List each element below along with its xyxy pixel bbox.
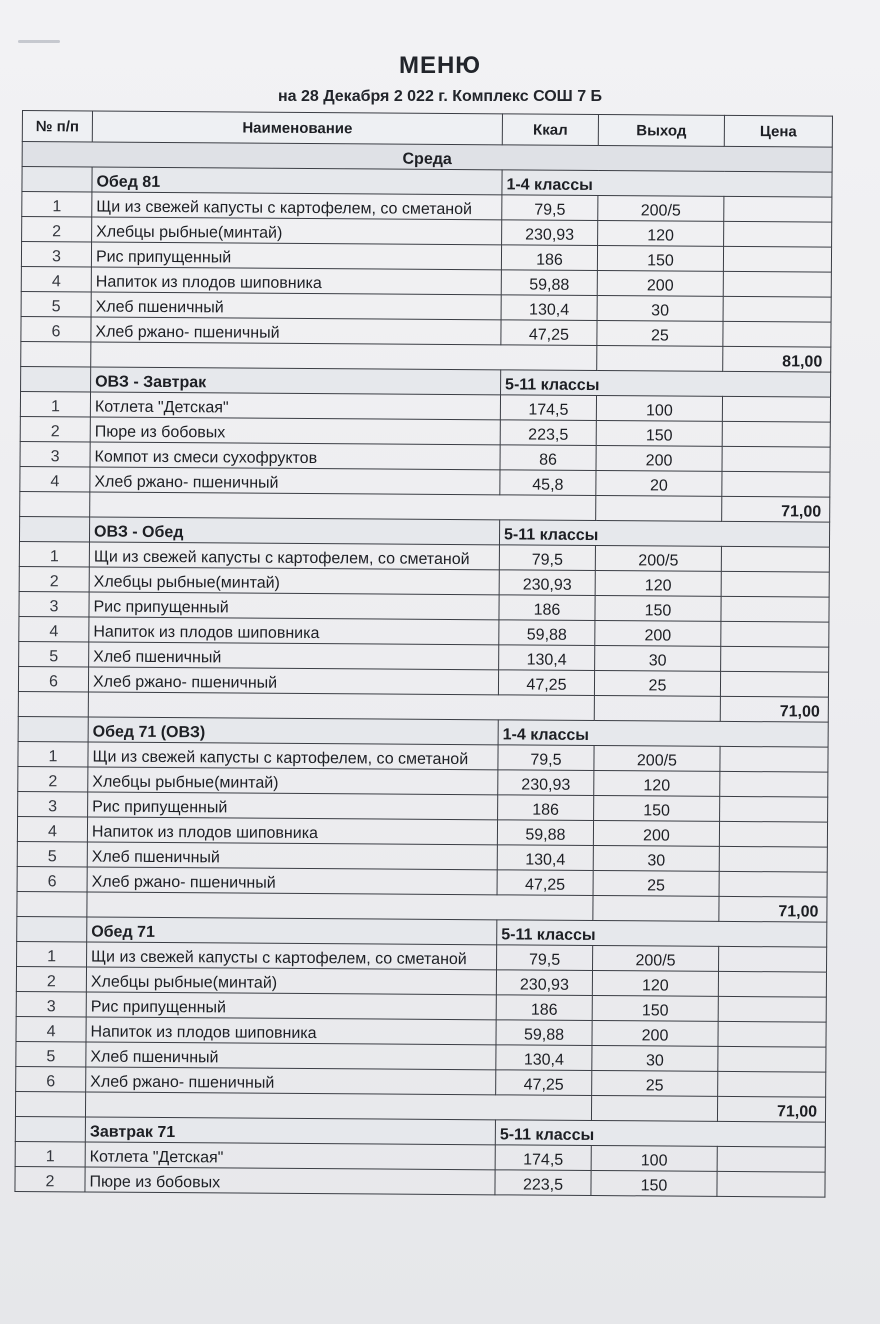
item-price: [724, 196, 832, 222]
menu-sheet: [14, 110, 833, 1198]
item-price: [722, 446, 830, 472]
item-name-text: Хлеб пшеничный: [90, 1048, 219, 1067]
section-group: 5-11 классы: [495, 1120, 825, 1147]
item-output: 200: [597, 271, 723, 297]
item-name: [91, 267, 501, 295]
item-kcal: 59,88: [499, 620, 595, 646]
item-kcal: 47,25: [498, 670, 594, 696]
item-num: 1: [18, 741, 88, 766]
item-name: [90, 442, 500, 470]
item-price: [717, 1146, 825, 1172]
item-price: [719, 821, 827, 847]
item-output: 150: [597, 246, 723, 272]
item-output: 150: [591, 1170, 717, 1196]
item-name: [91, 292, 501, 320]
item-name-text: Рис припущенный: [95, 248, 232, 267]
item-name: [87, 867, 497, 895]
item-name-text: Напиток из плодов шиповника: [90, 1023, 317, 1043]
total-num-cell: [20, 491, 90, 516]
item-output: 150: [592, 996, 718, 1022]
item-price: [721, 621, 829, 647]
item-num: 1: [15, 1141, 85, 1166]
item-name-text: Котлета "Детская": [89, 1148, 224, 1167]
item-price: [719, 846, 827, 872]
item-num: 2: [15, 1166, 85, 1191]
total-blank-cell: [85, 1092, 591, 1121]
item-num: 4: [21, 266, 91, 291]
item-price: [721, 571, 829, 597]
page-title: МЕНЮ: [398, 52, 482, 79]
item-price: [718, 996, 826, 1022]
item-name-text: Хлеб пшеничный: [91, 848, 220, 867]
item-name: [90, 467, 500, 495]
item-price: [721, 546, 829, 572]
item-kcal: 86: [500, 445, 596, 471]
item-output: 200/5: [595, 546, 721, 572]
section-total-price: 71,00: [720, 696, 828, 722]
total-num-cell: [18, 691, 88, 716]
item-price: [722, 396, 830, 422]
item-name-text: Хлеб ржано- пшеничный: [90, 1073, 275, 1092]
item-name-text: Хлеб ржано- пшеничный: [91, 873, 276, 892]
item-price: [718, 971, 826, 997]
item-kcal: 47,25: [497, 870, 593, 896]
section-group: 5-11 классы: [499, 520, 829, 547]
page-subtitle: на 28 Декабря 2 022 г. Комплекс СОШ 7 Б: [277, 88, 603, 105]
item-name: [88, 667, 498, 695]
item-output: 200: [596, 446, 722, 472]
item-name-text: Рис припущенный: [92, 798, 228, 817]
item-output: 20: [596, 471, 722, 497]
item-name: [88, 792, 498, 820]
item-price: [720, 671, 828, 697]
header-output: Выход: [598, 115, 724, 147]
item-kcal: 174,5: [495, 1145, 591, 1171]
item-price: [720, 796, 828, 822]
item-kcal: 230,93: [502, 220, 598, 246]
item-num: 1: [22, 192, 92, 217]
section-group: 1-4 классы: [502, 170, 832, 197]
item-price: [718, 1071, 826, 1097]
item-name-text: Напиток из плодов шиповника: [93, 623, 320, 643]
item-kcal: 230,93: [498, 770, 594, 796]
item-price: [718, 1046, 826, 1072]
item-kcal: 186: [499, 595, 595, 621]
item-name: [91, 317, 501, 345]
item-num: 6: [18, 666, 88, 691]
section-total-price: 71,00: [717, 1096, 825, 1122]
item-num: 6: [17, 866, 87, 891]
item-output: 25: [592, 1071, 718, 1097]
item-price: [723, 296, 831, 322]
item-output: 30: [597, 296, 723, 322]
section-name: Обед 81: [92, 167, 502, 195]
item-output: 25: [597, 321, 723, 347]
item-output: 200/5: [598, 196, 724, 222]
item-name-text: Рис припущенный: [90, 998, 227, 1017]
item-price: [723, 246, 831, 272]
item-num: 5: [19, 641, 89, 666]
item-name-text: Щи из свежей капусты с картофелем, со сметаной: [93, 548, 470, 569]
item-output: 100: [596, 396, 722, 422]
item-kcal: 79,5: [502, 195, 598, 221]
item-kcal: 79,5: [499, 545, 595, 571]
section-name: Обед 71 (ОВЗ): [88, 717, 498, 745]
item-name-text: Хлебцы рыбные(минтай): [92, 773, 279, 792]
item-name: [92, 192, 502, 220]
corner-mark: [18, 40, 60, 43]
item-price: [721, 596, 829, 622]
item-num: 1: [17, 941, 87, 966]
item-name-text: Напиток из плодов шиповника: [91, 823, 319, 843]
item-kcal: 186: [496, 995, 592, 1021]
item-output: 150: [595, 596, 721, 622]
item-name-text: Щи из свежей капусты с картофелем, со сметаной: [91, 948, 467, 969]
item-output: 150: [596, 421, 722, 447]
total-output-cell: [594, 696, 720, 722]
item-output: 120: [598, 221, 724, 247]
total-output-cell: [597, 346, 723, 372]
item-name: [90, 392, 500, 420]
item-output: 200: [595, 621, 721, 647]
section-group: 5-11 классы: [501, 370, 831, 397]
section-name: Завтрак 71: [85, 1117, 495, 1145]
item-kcal: 47,25: [501, 320, 597, 346]
item-num: 1: [20, 391, 90, 416]
item-name: [92, 217, 502, 245]
item-num: 6: [21, 316, 91, 341]
total-blank-cell: [87, 892, 593, 921]
item-num: 3: [20, 441, 90, 466]
item-kcal: 174,5: [500, 395, 596, 421]
item-num: 5: [17, 841, 87, 866]
item-name: [89, 592, 499, 620]
total-num-cell: [15, 1091, 85, 1116]
item-name: [86, 992, 496, 1020]
item-price: [719, 946, 827, 972]
item-kcal: 79,5: [498, 745, 594, 771]
item-name: [89, 542, 499, 570]
section-name: Обед 71: [87, 917, 497, 945]
section-num-cell: [18, 716, 88, 741]
total-num-cell: [21, 341, 91, 366]
item-kcal: 130,4: [496, 1045, 592, 1071]
item-name: [86, 1067, 496, 1095]
total-output-cell: [593, 896, 719, 922]
item-name-text: Щи из свежей капусты с картофелем, со сметаной: [96, 198, 473, 219]
section-num-cell: [21, 366, 91, 391]
item-num: 2: [18, 766, 88, 791]
item-output: 120: [592, 971, 718, 997]
item-kcal: 230,93: [499, 570, 595, 596]
item-kcal: 186: [498, 795, 594, 821]
item-name-text: Пюре из бобовых: [94, 423, 226, 442]
item-kcal: 223,5: [495, 1170, 591, 1196]
total-blank-cell: [90, 492, 596, 521]
item-kcal: 223,5: [500, 420, 596, 446]
item-name: [89, 617, 499, 645]
item-kcal: 59,88: [496, 1020, 592, 1046]
item-price: [722, 471, 830, 497]
item-output: 120: [595, 571, 721, 597]
item-price: [717, 1171, 825, 1197]
total-blank-cell: [91, 342, 597, 371]
item-name: [91, 242, 501, 270]
item-name: [87, 817, 497, 845]
item-name: [86, 1017, 496, 1045]
item-name: [88, 767, 498, 795]
item-output: 30: [595, 646, 721, 672]
item-kcal: 47,25: [496, 1070, 592, 1096]
total-output-cell: [591, 1096, 717, 1122]
item-kcal: 79,5: [497, 945, 593, 971]
item-price: [719, 871, 827, 897]
item-price: [723, 271, 831, 297]
item-price: [720, 746, 828, 772]
item-price: [722, 421, 830, 447]
item-kcal: 45,8: [500, 470, 596, 496]
header-price: Цена: [724, 115, 832, 147]
item-name: [86, 967, 496, 995]
item-name-text: Хлебцы рыбные(минтай): [93, 573, 280, 592]
item-name-text: Хлебцы рыбные(минтай): [96, 223, 283, 242]
item-name-text: Хлеб ржано- пшеничный: [94, 473, 279, 492]
item-name: [90, 417, 500, 445]
item-output: 30: [592, 1046, 718, 1072]
item-output: 200: [593, 821, 719, 847]
header-name: Наименование: [92, 111, 502, 145]
item-name-text: Напиток из плодов шиповника: [95, 273, 322, 293]
item-name-text: Хлеб ржано- пшеничный: [92, 673, 278, 692]
item-num: 2: [22, 217, 92, 242]
item-kcal: 59,88: [501, 270, 597, 296]
menu-table: [14, 110, 833, 1198]
item-num: 2: [19, 566, 89, 591]
item-num: 4: [20, 466, 90, 491]
item-num: 3: [21, 242, 91, 267]
section-num-cell: [15, 1116, 85, 1141]
item-kcal: 130,4: [499, 645, 595, 671]
item-name: [89, 567, 499, 595]
item-name-text: Компот из смеси сухофруктов: [94, 448, 318, 468]
item-name-text: Рис припущенный: [93, 598, 229, 617]
item-num: 2: [20, 416, 90, 441]
item-name-text: Хлеб пшеничный: [93, 648, 222, 667]
item-num: 5: [21, 291, 91, 316]
item-output: 25: [593, 871, 719, 897]
item-name: [86, 1042, 496, 1070]
item-name: [87, 942, 497, 970]
section-total-price: 81,00: [723, 346, 831, 372]
item-kcal: 186: [501, 245, 597, 271]
item-name-text: Щи из свежей капусты с картофелем, со сметаной: [92, 748, 469, 769]
item-num: 2: [16, 966, 86, 991]
item-price: [723, 321, 831, 347]
item-kcal: 130,4: [501, 295, 597, 321]
item-num: 1: [19, 541, 89, 566]
section-name: ОВЗ - Завтрак: [91, 367, 501, 395]
header-num: № п/п: [22, 111, 92, 142]
item-num: 6: [16, 1066, 86, 1091]
item-num: 4: [16, 1016, 86, 1041]
section-name: ОВЗ - Обед: [89, 517, 499, 545]
section-num-cell: [19, 516, 89, 541]
item-kcal: 59,88: [497, 820, 593, 846]
item-name-text: Котлета "Детская": [94, 398, 229, 417]
item-price: [718, 1021, 826, 1047]
item-price: [724, 221, 832, 247]
item-num: 4: [19, 616, 89, 641]
item-name: [87, 842, 497, 870]
item-name-text: Хлебцы рыбные(минтай): [90, 973, 278, 992]
item-price: [720, 771, 828, 797]
section-group: 1-4 классы: [498, 720, 828, 747]
section-group: 5-11 классы: [497, 920, 827, 947]
menu-body: [15, 167, 832, 1198]
item-num: 5: [16, 1041, 86, 1066]
item-output: 25: [594, 671, 720, 697]
item-output: 200: [592, 1021, 718, 1047]
menu-item-row: [15, 1166, 825, 1197]
item-output: 200/5: [594, 746, 720, 772]
item-num: 3: [19, 591, 89, 616]
item-name-text: Хлеб пшеничный: [95, 298, 224, 317]
item-name-text: Хлеб ржано- пшеничный: [95, 323, 280, 342]
item-output: 150: [594, 796, 720, 822]
total-output-cell: [596, 496, 722, 522]
section-num-cell: [17, 916, 87, 941]
item-output: 120: [594, 771, 720, 797]
item-kcal: 230,93: [496, 970, 592, 996]
item-num: 4: [17, 816, 87, 841]
section-total-price: 71,00: [719, 896, 827, 922]
item-name: [85, 1167, 495, 1195]
item-num: 3: [16, 991, 86, 1016]
day-label: Среда: [22, 142, 832, 173]
item-output: 100: [591, 1145, 717, 1171]
header-kcal: Ккал: [502, 114, 598, 146]
item-name: [88, 742, 498, 770]
total-num-cell: [17, 891, 87, 916]
section-total-price: 71,00: [722, 496, 830, 522]
item-output: 200/5: [593, 946, 719, 972]
item-price: [721, 646, 829, 672]
section-num-cell: [22, 167, 92, 192]
total-blank-cell: [88, 692, 594, 721]
item-name: [85, 1142, 495, 1170]
item-name-text: Пюре из бобовых: [89, 1173, 221, 1192]
item-kcal: 130,4: [497, 845, 593, 871]
item-name: [89, 642, 499, 670]
item-output: 30: [593, 846, 719, 872]
item-num: 3: [18, 791, 88, 816]
